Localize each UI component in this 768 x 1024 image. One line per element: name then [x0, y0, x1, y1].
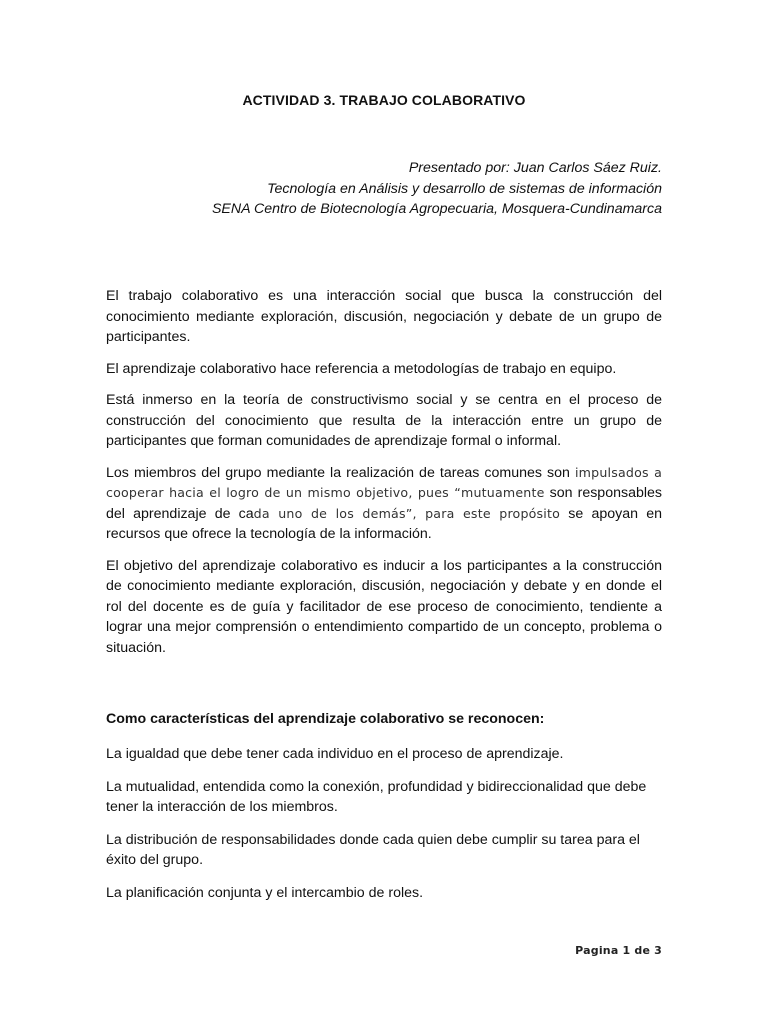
paragraph-4-part-b: impulsados a cooperar hacia el logro de un mismo objetivo, pues “mutuamente — [106, 464, 662, 500]
characteristic-4: La planificación conjunta y el intercambio de roles. — [106, 884, 424, 901]
paragraph-4-part-e: se apoyan en recursos que ofrece la tecnología de la información. — [106, 505, 662, 542]
paragraph-3: Está inmerso en la teoría de constructivismo social y se centra en el proceso de construcción del conocimiento que resulta de la interacción entre un grupo de participantes que forman comunidades de aprendizaje formal o informal. — [106, 392, 662, 449]
presenter-name: Presentado por: Juan Carlos Sáez Ruiz. — [408, 160, 662, 176]
presenter-institution: SENA Centro de Biotecnología Agropecuaria, Mosquera-Cundinamarca — [211, 201, 662, 217]
page-number-footer: Pagina 1 de 3 — [575, 944, 662, 957]
document-title: ACTIVIDAD 3. TRABAJO COLABORATIVO — [242, 92, 526, 108]
characteristic-2: La mutualidad, entendida como la conexión, profundidad y bidireccionalidad que debe tener la interacción de los miembros. — [106, 778, 647, 815]
characteristic-1: La igualdad que debe tener cada individuo en el proceso de aprendizaje. — [106, 746, 564, 762]
paragraph-4-part-a: Los miembros del grupo mediante la realización de tareas comunes son — [106, 464, 575, 481]
paragraph-4 — [106, 463, 662, 545]
paragraph-4-part-c: son responsables del aprendizaje de ca — [106, 485, 662, 522]
presenter-block — [212, 158, 662, 220]
paragraph-1: El trabajo colaborativo es una interacción social que busca la construcción del conocimiento mediante exploración, discusión, negociación y debate de un grupo de participantes. — [106, 288, 662, 345]
paragraph-2: El aprendizaje colaborativo hace referencia a metodologías de trabajo en equipo. — [106, 360, 617, 377]
paragraph-4-part-d: da uno de los demás”, para este propósito — [253, 505, 561, 521]
characteristic-3: La distribución de responsabilidades donde cada quien debe cumplir su tarea para el éxito del grupo. — [106, 831, 640, 868]
body-text — [106, 286, 662, 669]
presenter-program: Tecnología en Análisis y desarrollo de sistemas de información — [267, 180, 662, 197]
paragraph-5: El objetivo del aprendizaje colaborativo es inducir a los participantes a la construcción de conocimiento mediante exploración, discusión, negociación y debate y en donde el rol del docente es de guía y facilitador de ese proceso de conocimiento, tendiente a lograr una mejor comprensión o entendimiento compartido de un concepto, problema o situación. — [106, 557, 662, 656]
section-heading: Como características del aprendizaje colaborativo se reconocen: — [106, 711, 545, 727]
characteristics-list — [106, 744, 662, 915]
